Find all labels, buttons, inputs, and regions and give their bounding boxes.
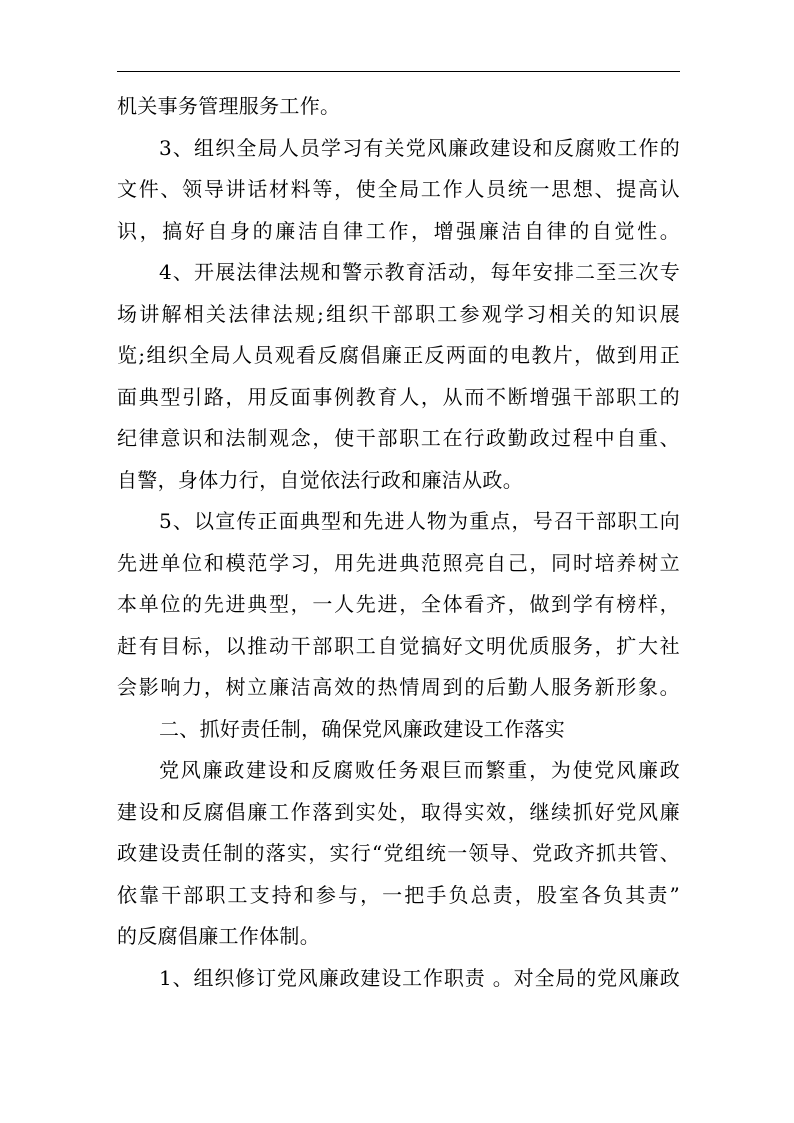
- text-line: 场讲解相关法律法规;组织干部职工参观学习相关的知识展: [117, 301, 680, 326]
- text-line: 政建设责任制的落实，实行“党组统一领导、党政齐抓共管、: [117, 841, 680, 865]
- text-line: 1、组织修订党风廉政建设工作职责 。对全局的党风廉政: [159, 965, 680, 990]
- text-line: 机关事务管理服务工作。: [117, 94, 341, 118]
- text-line: 建设和反腐倡廉工作落到实处，取得实效，继续抓好党风廉: [117, 799, 680, 824]
- text-line: 赶有目标，以推动干部职工自觉搞好文明优质服务，扩大社: [117, 633, 680, 658]
- text-line: 的反腐倡廉工作体制。: [117, 924, 320, 948]
- text-line: 览;组织全局人员观看反腐倡廉正反两面的电教片，做到用正: [117, 343, 680, 367]
- text-line: 党风廉政建设和反腐败任务艰巨而繁重，为使党风廉政: [159, 758, 680, 782]
- section-heading: 二、抓好责任制，确保党风廉政建设工作落实: [159, 716, 565, 741]
- text-line: 识，搞好自身的廉洁自律工作，增强廉洁自律的自觉性。: [117, 218, 680, 243]
- text-line: 4、开展法律法规和警示教育活动，每年安排二至三次专: [159, 260, 680, 284]
- body-text: [117, 86, 680, 999]
- text-line: 依靠干部职工支持和参与，一把手负总责，股室各负其责”: [117, 882, 680, 907]
- text-line: 本单位的先进典型，一人先进，全体看齐，做到学有榜样，: [117, 592, 680, 616]
- text-line: 会影响力，树立廉洁高效的热情周到的后勤人服务新形象。: [117, 675, 680, 699]
- text-line: 3、组织全局人员学习有关党风廉政建设和反腐败工作的: [159, 135, 680, 160]
- text-line: 纪律意识和法制观念，使干部职工在行政勤政过程中自重、: [117, 426, 680, 450]
- text-line: 文件、领导讲话材料等，使全局工作人员统一思想、提高认: [117, 177, 680, 201]
- header-rule: [117, 71, 680, 72]
- text-line: 自警，身体力行，自觉依法行政和廉洁从政。: [117, 467, 523, 492]
- text-line: 面典型引路，用反面事例教育人，从而不断增强干部职工的: [117, 384, 680, 409]
- text-line: 5、以宣传正面典型和先进人物为重点，号召干部职工向: [159, 509, 680, 533]
- text-line: 先进单位和模范学习，用先进典范照亮自己，同时培养树立: [117, 550, 680, 575]
